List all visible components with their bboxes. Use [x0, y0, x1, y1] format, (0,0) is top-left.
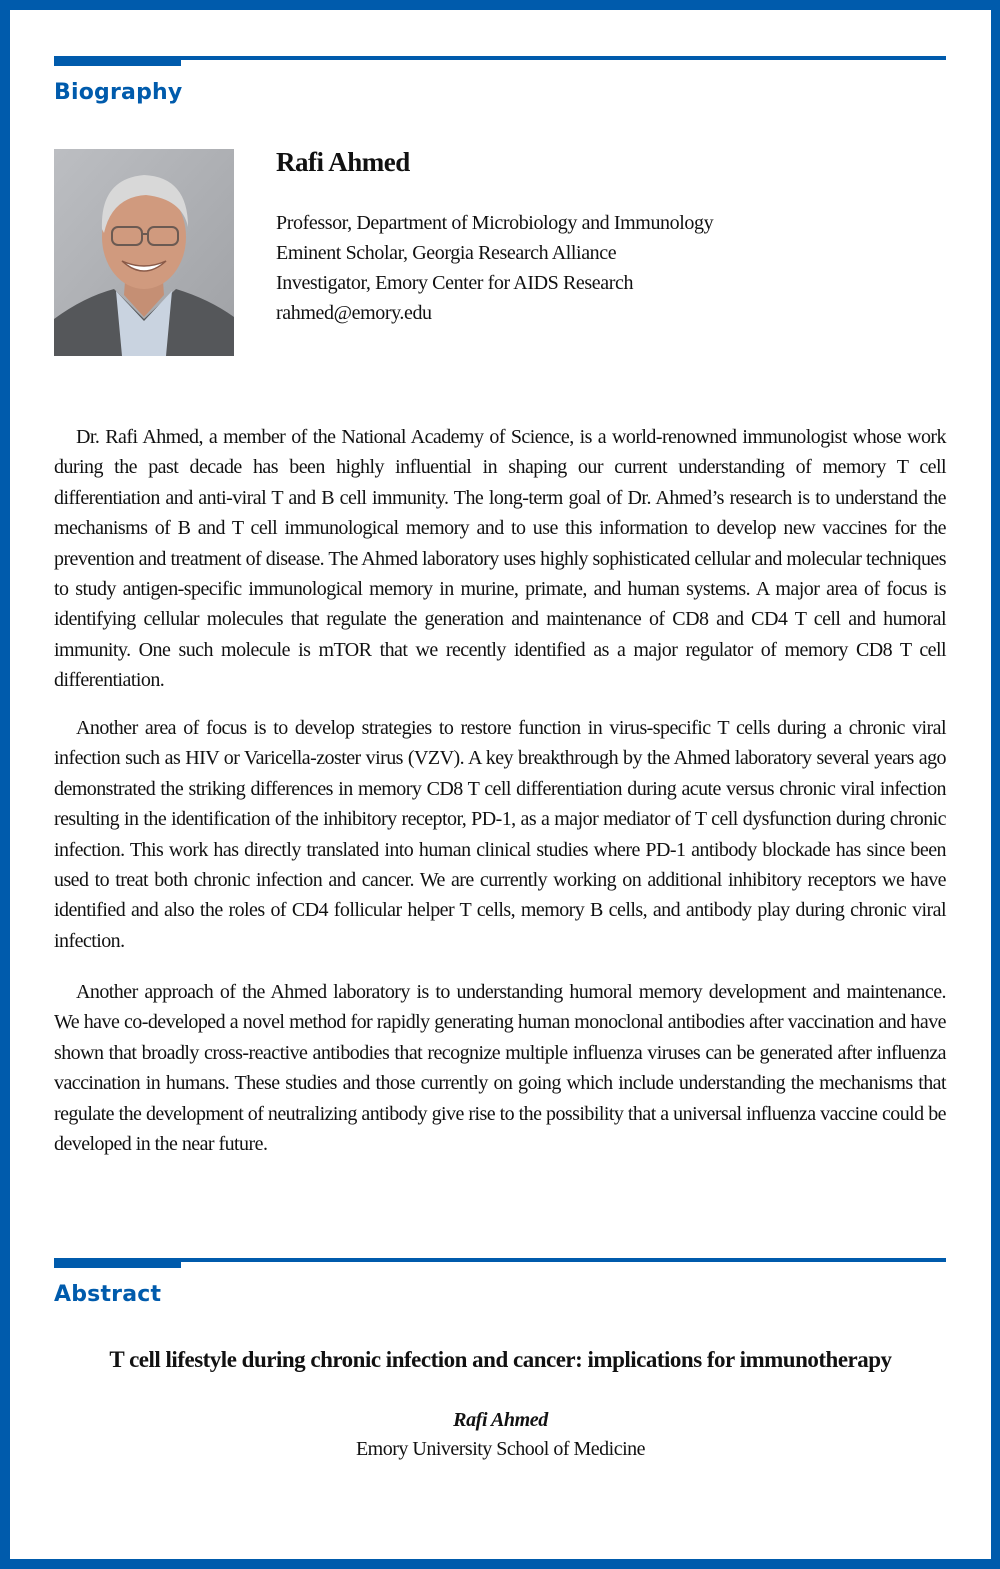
portrait-image — [54, 149, 234, 356]
abstract-author: Rafi Ahmed — [453, 1409, 548, 1431]
abstract-affiliation: Emory University School of Medicine — [355, 1438, 646, 1460]
title-line: Investigator, Emory Center for AIDS Research — [276, 272, 634, 294]
abstract-title: T cell lifestyle during chronic infection and cancer: implications for immunotherapy — [109, 1347, 892, 1372]
abstract-heading: Abstract — [54, 1282, 162, 1307]
biography-divider — [54, 56, 946, 60]
document-page — [10, 10, 991, 1559]
bio-paragraph-2: Another area of focus is to develop strategies to restore function in virus-specific T cells during a chronic viral infection such as HIV or Varicella-zoster virus (VZV). A key breakthrough by the Ahmed laboratory several years ago demonstrated the striking differences in memory CD8 T cell differentiation during acute versus chronic viral infection resulting in the identification of the inhibitory receptor, PD-1, as a major mediator of T cell dysfunction during chronic infection. This work has directly translated into human clinical studies where PD-1 antibody blockade has since been used to treat both chronic infection and cancer. We are currently working on additional inhibitory receptors we have identified and also the roles of CD4 follicular helper T cells, memory B cells, and antibody play during chronic viral infection. — [54, 717, 946, 952]
biography-divider-accent — [54, 56, 181, 66]
person-titles — [276, 208, 713, 328]
profile-photo — [54, 149, 234, 356]
title-line: Eminent Scholar, Georgia Research Alliance — [276, 242, 617, 264]
person-name: Rafi Ahmed — [276, 147, 410, 177]
abstract-divider — [54, 1258, 946, 1262]
title-line: Professor, Department of Microbiology and Immunology — [276, 212, 714, 234]
biography-heading: Biography — [54, 80, 183, 105]
abstract-divider-accent — [54, 1258, 181, 1268]
bio-paragraph-1: Dr. Rafi Ahmed, a member of the National Academy of Science, is a world-renowned immunologist whose work during the past decade has been highly influential in shaping our current understanding of memory T cell differentiation and anti-viral T and B cell immunity. The long-term goal of Dr. Ahmed’s research is to understand the mechanisms of B and T cell immunological memory and to use this information to develop new vaccines for the prevention and treatment of disease. The Ahmed laboratory uses highly sophisticated cellular and molecular techniques to study antigen-specific immunological memory in murine, primate, and human systems. A major area of focus is identifying cellular molecules that regulate the generation and maintenance of CD8 and CD4 T cell and humoral immunity. One such molecule is mTOR that we recently identified as a major regulator of memory CD8 T cell differentiation. — [54, 426, 946, 692]
bio-paragraph-3: Another approach of the Ahmed laboratory is to understanding humoral memory development and maintenance. We have co-developed a novel method for rapidly generating human monoclonal antibodies after vaccination and have shown that broadly cross-reactive antibodies that recognize multiple influenza viruses can be generated after influenza vaccination in humans. These studies and those currently on going which include understanding the mechanisms that regulate the development of neutralizing antibody give rise to the possibility that a universal influenza vaccine could be developed in the near future. — [54, 981, 946, 1156]
email-link[interactable]: rahmed@emory.edu — [276, 302, 432, 324]
